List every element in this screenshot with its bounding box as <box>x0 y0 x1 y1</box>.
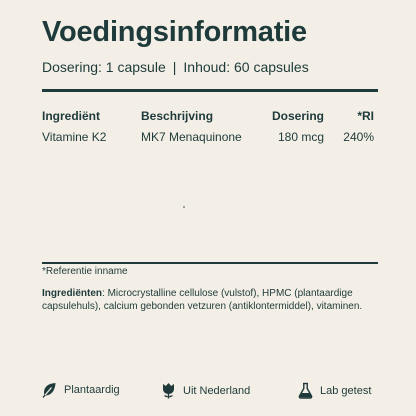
leaf-icon <box>42 382 57 398</box>
column-header-dosage: Dosering <box>271 109 324 123</box>
column-header-ingredient: Ingrediënt <box>42 109 101 123</box>
flask-icon <box>298 382 313 399</box>
table-cell-description: MK7 Menaquinone <box>141 130 242 144</box>
badge-plant-based <box>42 382 120 398</box>
badge-label: Uit Nederland <box>183 384 251 397</box>
ingredients-list: : Microcrystalline cellulose (vulstof), HPMC (plantaardige capsulehuls), calcium gebonden vetzuren (antiklontermiddel), vitaminen. <box>42 288 363 312</box>
dosage-summary <box>42 59 309 75</box>
separator: | <box>172 59 177 75</box>
speck <box>183 206 185 208</box>
badge-lab-tested <box>298 382 371 399</box>
badge-label: Plantaardig <box>64 384 120 396</box>
column-header-description: Beschrijving <box>141 109 214 123</box>
ingredients-label: Ingrediënten <box>42 288 103 299</box>
ingredients-text <box>42 287 382 313</box>
footer-divider <box>42 262 378 264</box>
page-title: Voedingsinformatie <box>42 16 307 48</box>
reference-footnote: *Referentie inname <box>42 266 128 277</box>
dosage-text: Dosering: 1 capsule <box>42 59 166 75</box>
content-text: Inhoud: 60 capsules <box>183 59 309 75</box>
table-cell-dosage: 180 mcg <box>277 130 324 144</box>
table-cell-ingredient: Vitamine K2 <box>42 130 107 144</box>
tulip-icon <box>161 382 176 399</box>
header-divider <box>42 89 378 92</box>
table-cell-ri: 240% <box>343 130 374 144</box>
column-header-ri: *RI <box>357 109 374 123</box>
badge-from-netherlands <box>161 382 250 399</box>
badge-label: Lab getest <box>320 384 372 397</box>
